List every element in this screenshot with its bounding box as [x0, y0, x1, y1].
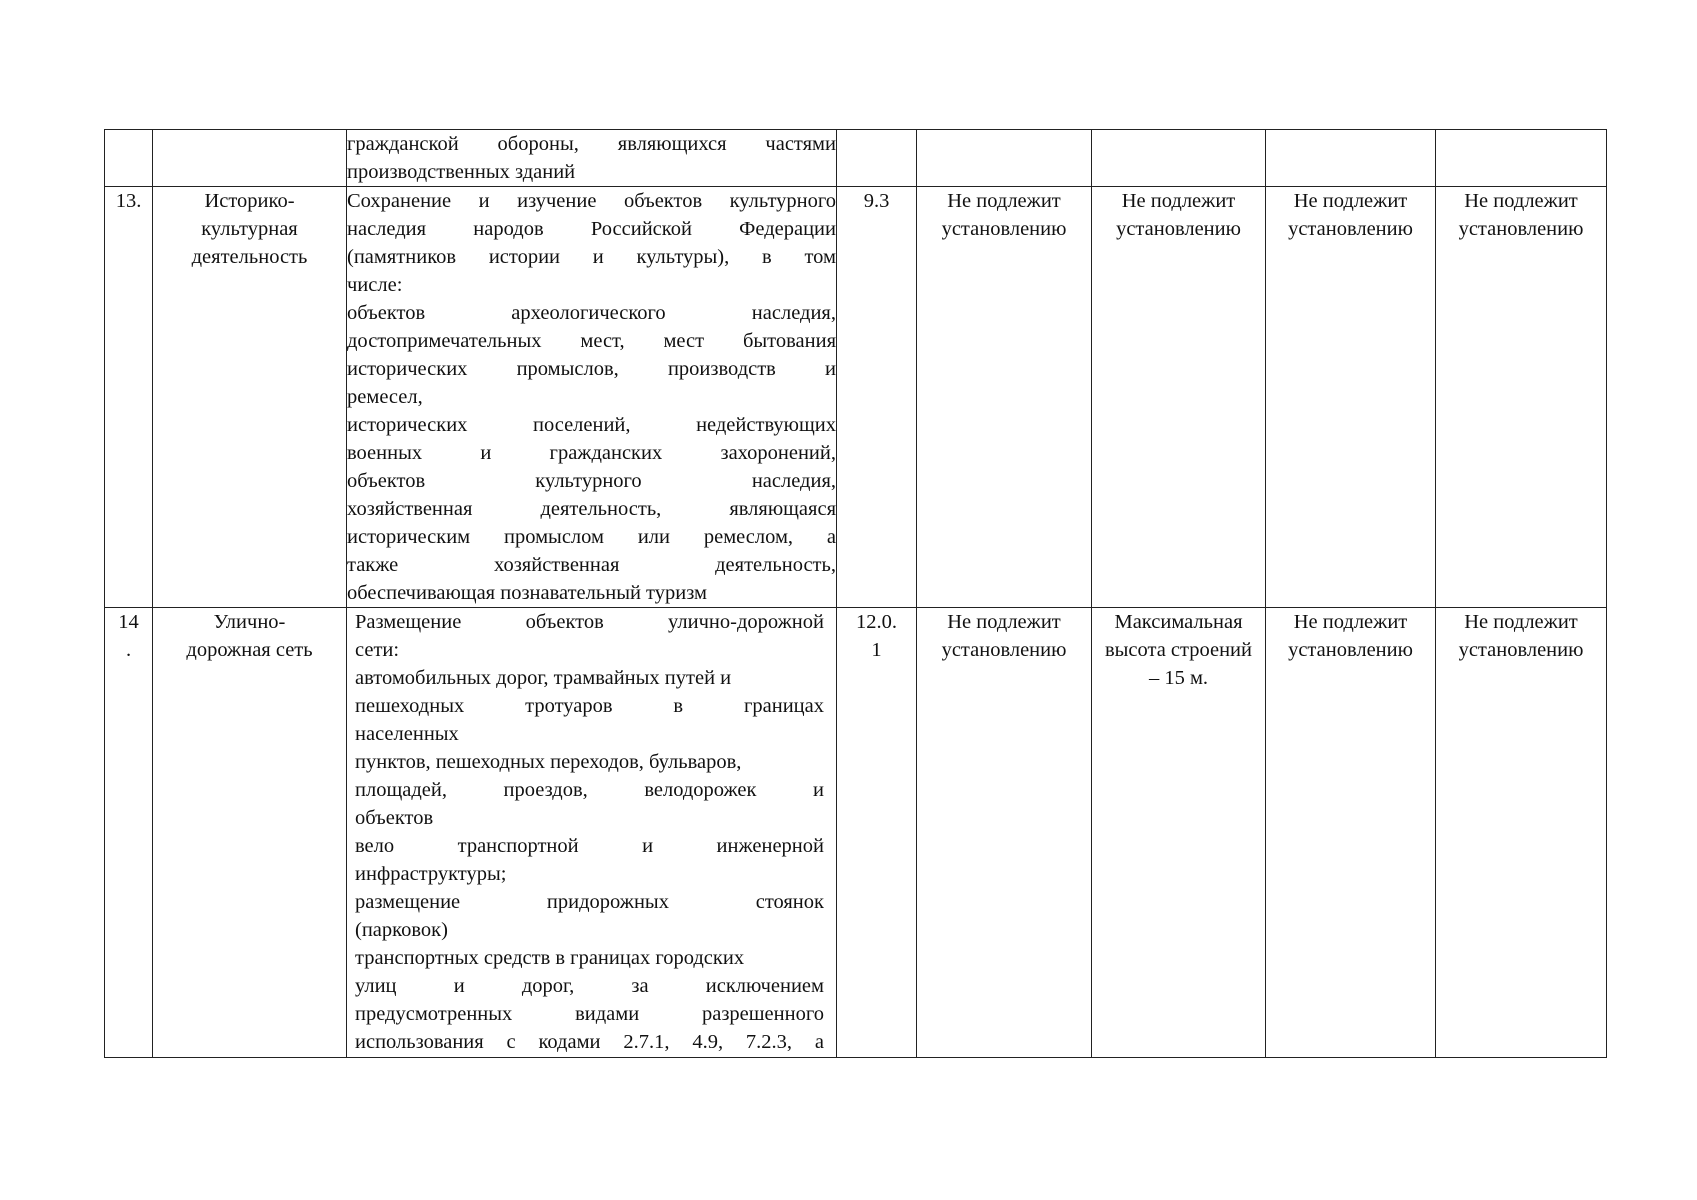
description-line: Сохранение и изучение объектов культурного — [347, 190, 836, 212]
cell-text-line: Не подлежит — [1464, 611, 1578, 633]
cell-text-line: установлению — [1116, 218, 1241, 240]
param-cell-3 — [1266, 130, 1436, 187]
cell-text-line: дорожная сеть — [186, 639, 313, 661]
description-line: вело транспортной и инженерной — [355, 835, 824, 857]
row-number-cell — [105, 130, 153, 187]
cell-text-line: высота строений — [1104, 639, 1253, 661]
cell-text-line: . — [125, 639, 132, 661]
description-line: населенных — [355, 723, 459, 745]
description-line: (памятников истории и культуры), в том — [347, 246, 836, 268]
cell-text-line: установлению — [941, 639, 1067, 661]
description-line: также хозяйственная деятельность, — [347, 554, 836, 576]
cell-text-line: 12.0. — [856, 611, 897, 633]
cell-text-line: Не подлежит — [1293, 611, 1408, 633]
use-code-cell — [837, 608, 917, 1058]
param-cell-4 — [1436, 130, 1607, 187]
description-line: числе: — [347, 274, 403, 296]
use-name-cell — [153, 130, 347, 187]
param-cell-4 — [1436, 608, 1607, 1058]
use-code-cell — [837, 187, 917, 608]
description-line: инфраструктуры; — [355, 863, 507, 885]
description-line: историческим промыслом или ремеслом, а — [347, 526, 836, 548]
param-cell-2 — [1092, 130, 1266, 187]
table-row — [105, 187, 1607, 608]
regulations-table — [104, 129, 1607, 1058]
description-line: объектов культурного наследия, — [347, 470, 836, 492]
cell-text-line: Не подлежит — [947, 611, 1061, 633]
description-line: Размещение объектов улично-дорожной — [355, 611, 824, 633]
cell-text-line: установлению — [1458, 639, 1584, 661]
description-line: сети: — [355, 639, 400, 661]
param-cell-1 — [917, 608, 1092, 1058]
cell-text-line: Максимальная — [1114, 611, 1243, 633]
description-line: (парковок) — [355, 919, 448, 941]
use-description-cell — [347, 608, 837, 1058]
use-description-cell — [347, 130, 837, 187]
use-code-cell — [837, 130, 917, 187]
cell-text-line: Историко- — [204, 190, 295, 212]
description-line: объектов археологического наследия, — [347, 302, 836, 324]
table-row — [105, 608, 1607, 1058]
description-line: ремесел, — [347, 386, 423, 408]
description-line: хозяйственная деятельность, являющаяся — [347, 498, 836, 520]
description-line: площадей, проездов, велодорожек и — [355, 779, 824, 801]
description-line: исторических поселений, недействующих — [347, 414, 836, 436]
row-number-cell — [105, 187, 153, 608]
param-cell-1 — [917, 187, 1092, 608]
use-description-cell — [347, 187, 837, 608]
description-line: автомобильных дорог, трамвайных путей и — [355, 667, 732, 689]
description-line: использования с кодами 2.7.1, 4.9, 7.2.3, а — [355, 1031, 824, 1053]
use-name-cell — [153, 187, 347, 608]
cell-text-line: Не подлежит — [947, 190, 1061, 212]
cell-text-line: Не подлежит — [1121, 190, 1236, 212]
cell-text-line: 1 — [871, 639, 882, 661]
cell-text-line: Улично- — [213, 611, 286, 633]
description-line: наследия народов Российской Федерации — [347, 218, 836, 240]
description-line: гражданской обороны, являющихся частями — [347, 133, 836, 155]
cell-text-line: культурная — [201, 218, 298, 240]
cell-text-line: установлению — [941, 218, 1067, 240]
table-row — [105, 130, 1607, 187]
param-cell-3 — [1266, 608, 1436, 1058]
description-line: достопримечательных мест, мест бытования — [347, 330, 836, 352]
cell-text-line: Не подлежит — [1464, 190, 1578, 212]
param-cell-2 — [1092, 608, 1266, 1058]
cell-text-line: установлению — [1288, 639, 1413, 661]
description-line: улиц и дорог, за исключением — [355, 975, 824, 997]
description-line: военных и гражданских захоронений, — [347, 442, 836, 464]
param-cell-1 — [917, 130, 1092, 187]
param-cell-4 — [1436, 187, 1607, 608]
description-line: объектов — [355, 807, 434, 829]
description-line: пешеходных тротуаров в границах — [355, 695, 824, 717]
description-line: транспортных средств в границах городских — [355, 947, 745, 969]
cell-text-line: 9.3 — [863, 190, 890, 212]
description-line: пунктов, пешеходных переходов, бульваров, — [355, 751, 742, 773]
cell-text-line: установлению — [1288, 218, 1413, 240]
cell-text-line: установлению — [1458, 218, 1584, 240]
cell-text-line: – 15 м. — [1148, 667, 1209, 689]
use-name-cell — [153, 608, 347, 1058]
description-line: обеспечивающая познавательный туризм — [347, 582, 708, 604]
description-line: предусмотренных видами разрешенного — [355, 1003, 824, 1025]
cell-text-line: 14 — [118, 611, 139, 633]
param-cell-2 — [1092, 187, 1266, 608]
description-line: исторических промыслов, производств и — [347, 358, 836, 380]
cell-text-line: деятельность — [191, 246, 308, 268]
cell-text-line: 13. — [115, 190, 142, 212]
param-cell-3 — [1266, 187, 1436, 608]
description-line: размещение придорожных стоянок — [355, 891, 824, 913]
cell-text-line: Не подлежит — [1293, 190, 1408, 212]
row-number-cell — [105, 608, 153, 1058]
description-line: производственных зданий — [347, 161, 576, 183]
